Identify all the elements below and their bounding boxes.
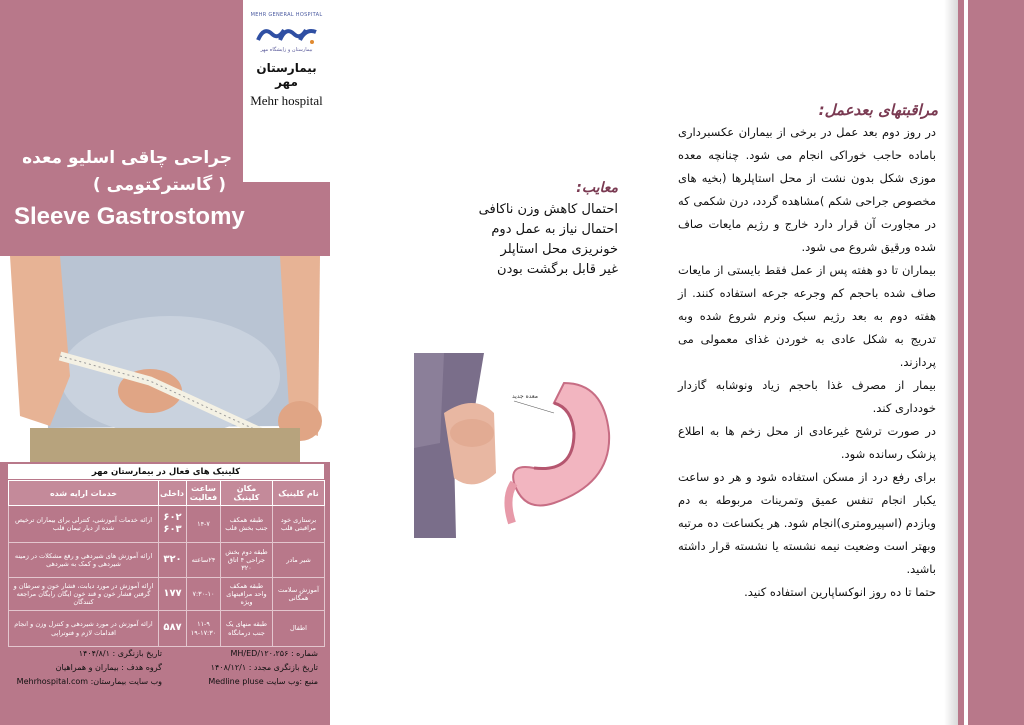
table-cell: ارائه خدمات آموزشی، کنترلی برای بیماران ترخیص شده از دیار تیمان قلب	[9, 506, 159, 543]
table-cell: ۶۰۲ ۶۰۳	[159, 506, 187, 543]
table-cell: طبقه منهای یک جنب درمانگاه	[221, 611, 273, 647]
care-paragraph: در روز دوم بعد عمل در برخی از بیماران عکسبرداری باماده حاجب خوراکی انجام می شود. چنانچه معده موزی شکل بدون نشت از محل استاپلرها (بخیه های مخصوص جراحی شکم )مشاهده گردد، درن شکمی که در مجاورت آن قرار دارد خارج و رژیم مایعات صاف شده ورقیق شروع می شود.	[678, 125, 936, 254]
footer-right-column	[158, 647, 318, 689]
table-cell: برستاری خود مراقبتی قلب	[273, 506, 325, 543]
hospital-website-label: وب سایت بیمارستان:	[90, 677, 162, 686]
next-review-date-value: ۱۴۰۸/۱۲/۱	[210, 663, 247, 672]
table-cell: ۲۴ساعته	[187, 543, 221, 578]
footer-left-column	[12, 647, 162, 689]
clinics-table	[8, 480, 325, 647]
table-row	[9, 543, 325, 578]
table-header-row	[9, 481, 325, 506]
hospital-website	[12, 675, 162, 689]
care-paragraph: بیمار از مصرف غذا باحجم زیاد ونوشابه گازدار خودداری کند.	[678, 378, 936, 415]
new-stomach-label: معده جدید	[512, 393, 538, 400]
table-cell: طبقه همکف واحد مراقبتهای ویژه	[221, 578, 273, 611]
logo-caption: MEHR GENERAL HOSPITAL	[250, 12, 323, 18]
complication-item: خونریزی محل استاپلر	[500, 242, 618, 257]
next-review-date-label: تاریخ بازنگری مجدد :	[248, 663, 318, 672]
complications-heading: معایب:	[576, 180, 618, 196]
table-header-cell: خدمات ارایه شده	[9, 481, 159, 506]
table-header-cell: نام کلینیک	[273, 481, 325, 506]
sleeve-stomach-image	[414, 353, 624, 538]
source-value: Medline pluse	[208, 677, 264, 686]
brochure-title-fa: جراحی چاقی اسلیو معده	[22, 148, 232, 168]
table-header-cell: مکان کلینیک	[221, 481, 273, 506]
post-op-care-body	[678, 121, 936, 604]
logo-subcaption: بیمارستان و زایشگاه مهر	[260, 47, 313, 53]
care-paragraph: در صورت ترشح غیرعادی از محل زخم ها به اطلاع پزشک رسانده شود.	[678, 424, 936, 461]
decorative-stripe-shadow	[944, 0, 958, 725]
table-row	[9, 578, 325, 611]
source	[158, 675, 318, 689]
waist-measure-illustration	[0, 256, 330, 462]
table-cell: ۱۴-۷	[187, 506, 221, 543]
waist-measure-photo	[0, 256, 330, 462]
document-footer	[8, 645, 324, 695]
decorative-stripe	[958, 0, 964, 725]
clinics-table-block	[8, 464, 324, 642]
care-paragraph: برای رفع درد از مسکن استفاده شود و هر دو ساعت یکبار انجام تنفس عمیق وتمرینات مربوطه به دم وبازدم (اسپیرومتری)انجام شود. هر یکساعت ده مرتبه وبهتر است وضعیت نیمه نشسته یا نشسته قرار داشته باشید.	[678, 470, 936, 576]
table-cell: ۷:۳۰-۱۰	[187, 578, 221, 611]
table-cell: ۳۲۰	[159, 543, 187, 578]
table-cell: طبقه دوم بخش جراحی ۴ اتاق ۳۲۰	[221, 543, 273, 578]
table-cell: ارائه آموزش های شیردهی و رفع مشکلات در زمینه شیردهی و کمک به شیردهی	[9, 543, 159, 578]
target-group	[12, 661, 162, 675]
table-cell: شیر مادر	[273, 543, 325, 578]
review-date	[12, 647, 162, 661]
review-date-value: ۱۴۰۴/۸/۱	[78, 649, 110, 658]
complications-section	[378, 180, 618, 280]
hospital-logo-block	[243, 0, 330, 182]
hospital-logo-icon	[254, 22, 320, 46]
decorative-band	[968, 0, 1024, 725]
table-cell: طبقه همکف جنب بخش قلب	[221, 506, 273, 543]
table-cell: اطفال	[273, 611, 325, 647]
table-cell: ۱۷۷	[159, 578, 187, 611]
cover-panel	[0, 0, 330, 725]
post-op-care-heading: مراقبتهای بعدعمل:	[818, 101, 938, 119]
brochure-subtitle-fa: ( گاسترکتومی )	[92, 175, 226, 195]
table-cell: آموزش سلامت همگانی	[273, 578, 325, 611]
review-date-label: تاریخ بازنگری :	[112, 649, 162, 658]
target-group-label: گروه هدف :	[121, 663, 162, 672]
care-paragraph: بیماران تا دو هفته پس از عمل فقط بایستی از مایعات صاف شده باحجم کم وجرعه جرعه استفاده کنند. از هفته دوم به بعد رژیم سبک ونرم شروع شده وبه تدریج به شکل عادی به خوردن غذای معمولی می پردازند.	[678, 263, 936, 369]
hospital-name-fa: بیمارستان مهر	[256, 61, 317, 89]
brochure-title-en: Sleeve Gastrostomy	[14, 203, 245, 230]
complication-item: احتمال نیاز به عمل دوم	[491, 222, 618, 237]
table-header-cell: داخلی	[159, 481, 187, 506]
target-group-value: بیماران و همراهیان	[55, 663, 119, 672]
hospital-name-en: Mehr hospital	[250, 93, 323, 108]
sleeve-stomach-illustration	[414, 353, 624, 538]
source-label: منبع :وب سایت	[266, 677, 318, 686]
clinics-table-caption: کلینیک های فعال در بیمارستان مهر	[8, 464, 324, 480]
table-cell: ارائه آموزش در مورد دیابت، فشار خون و سرطان و گرفتن فشار خون و قند خون ایگان رایگان مراجعه کنندگان	[9, 578, 159, 611]
middle-panel	[330, 0, 660, 725]
complication-item: احتمال کاهش وزن ناکافی	[478, 202, 618, 217]
table-cell: ۵۸۷	[159, 611, 187, 647]
care-paragraph: حتما تا ده روز انوکساپارین استفاده کنید.	[744, 585, 936, 599]
table-row	[9, 506, 325, 543]
table-header-cell: ساعت فعالیت	[187, 481, 221, 506]
table-row	[9, 611, 325, 647]
complication-item: غیر قابل برگشت بودن	[497, 262, 618, 277]
document-code-label: شماره :	[290, 649, 318, 658]
table-cell: ارائه آموزش در مورد شیردهی و کنترل وزن و انجام اقدامات لازم و فتوتراپی	[9, 611, 159, 647]
table-cell: ۱۱-۹ ۱۹-۱۷:۳۰	[187, 611, 221, 647]
hospital-website-value: Mehrhospital.com	[16, 677, 89, 686]
next-review-date	[158, 661, 318, 675]
document-code	[158, 647, 318, 661]
document-code-value: MH/ED/۱۲۰،۲۵۶	[230, 649, 289, 658]
